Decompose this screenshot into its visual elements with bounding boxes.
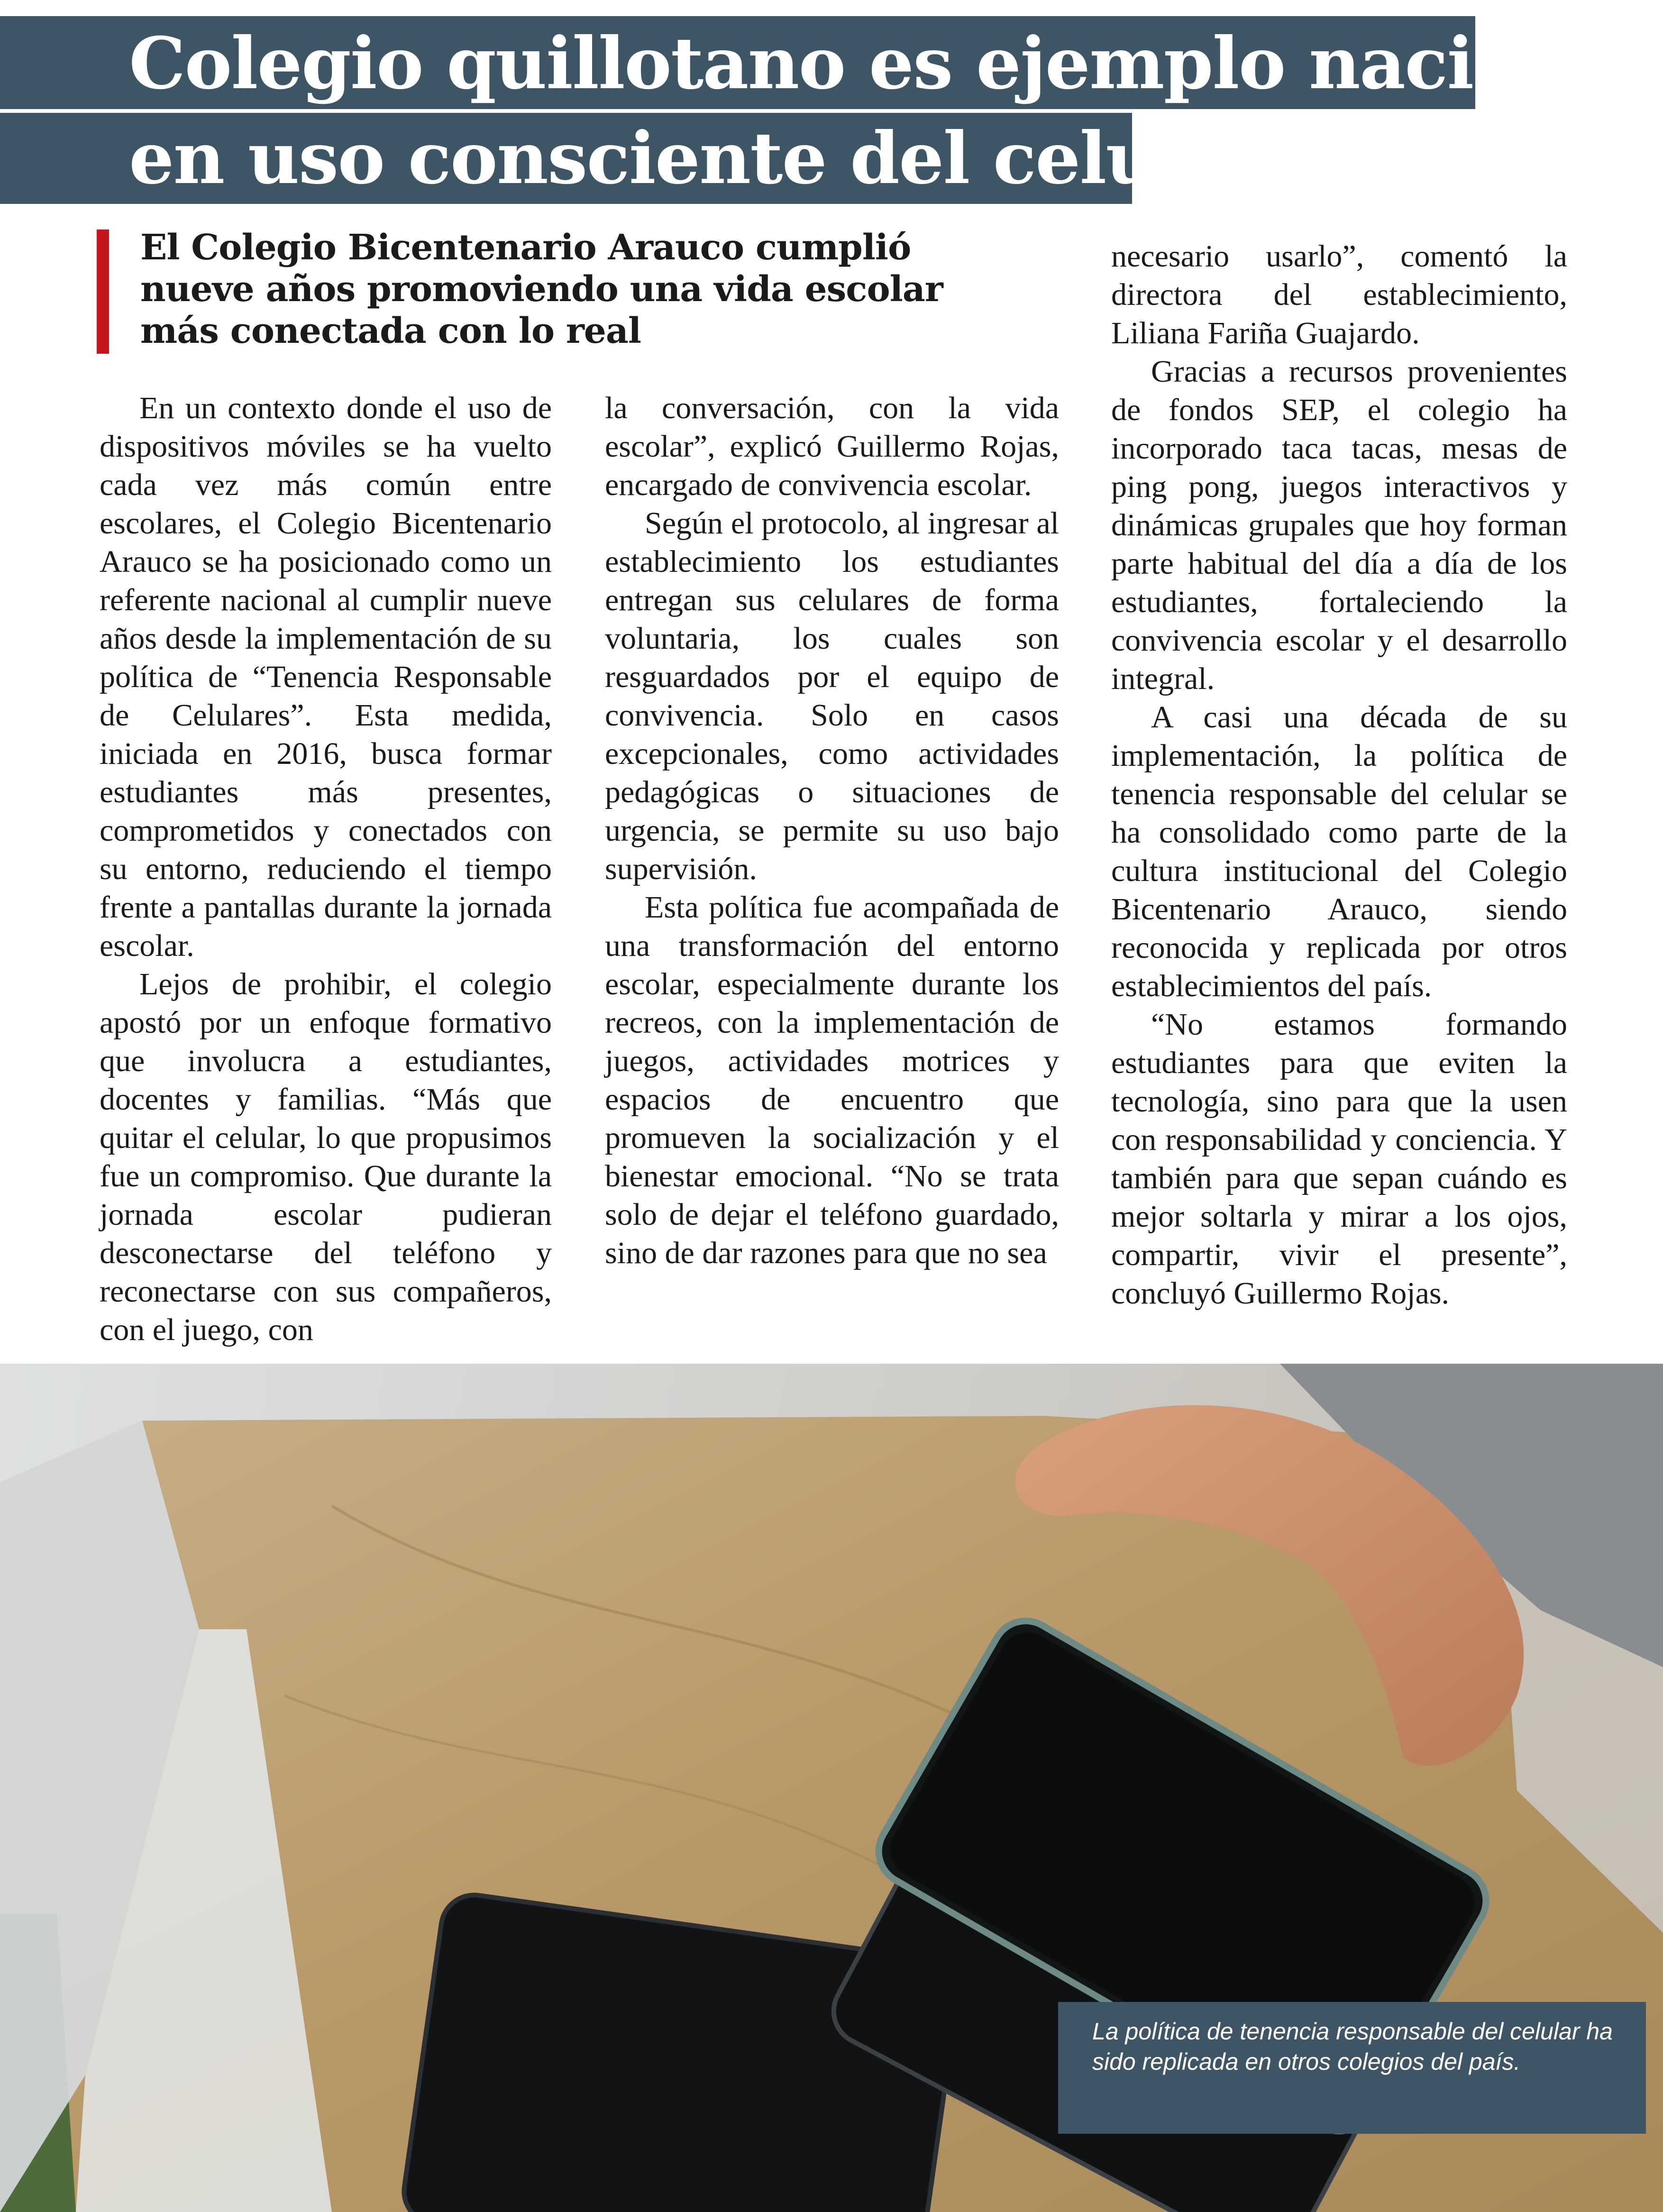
paragraph: “No estamos formando estudiantes para que eviten la tecnología, sino para que la usen con responsabilidad y conciencia. Y también para que sepan cuándo es mejor soltarla y mirar a los ojos, compartir, vivir el presente”, concluyó Guillermo Rojas.	[1111, 1007, 1567, 1311]
lead-accent-bar	[97, 229, 109, 354]
headline-line-2: en uso consciente del celular	[0, 113, 1132, 204]
paragraph: A casi una década de su implementación, la política de tenencia responsable del celular se ha consolidado como parte de la cultura institucional del Colegio Bicentenario Arauco, siendo reconocida y replicada por otros establecimientos del país.	[1111, 700, 1567, 1003]
paragraph: necesario usarlo”, comentó la directora del establecimiento, Liliana Fariña Guajardo.	[1111, 239, 1567, 350]
paragraph: Gracias a recursos provenientes de fondos SEP, el colegio ha incorporado taca tacas, mesas de ping pong, juegos interactivos y dinámicas grupales que hoy forman parte habitual del día a día de los estudiantes, fortaleciendo la convivencia escolar y el desarrollo integral.	[1111, 354, 1567, 696]
photo-caption: La política de tenencia responsable del celular ha sido replicada en otros colegios del país.	[1058, 2002, 1646, 2134]
lead-paragraph: El Colegio Bicentenario Arauco cumplió nueve años promoviendo una vida escolar más conectada con lo real	[140, 227, 943, 351]
paragraph: Esta política fue acompañada de una transformación del entorno escolar, especialmente durante los recreos, con la implementación de juegos, actividades motrices y espacios de encuentro que promueven la socialización y el bienestar emocional. “No se trata solo de dejar el teléfono guardado, sino de dar razones para que no sea	[605, 890, 1059, 1270]
article-column-1	[100, 389, 552, 1349]
paragraph: la conversación, con la vida escolar”, explicó Guillermo Rojas, encargado de convivencia escolar.	[605, 391, 1059, 502]
article-column-2	[605, 389, 1059, 1272]
paragraph: En un contexto donde el uso de dispositivos móviles se ha vuelto cada vez más común entre escolares, el Colegio Bicentenario Arauco se ha posicionado como un referente nacional al cumplir nueve años desde la implementación de su política de “Tenencia Responsable de Celulares”. Esta medida, iniciada en 2016, busca formar estudiantes más presentes, comprometidos y conectados con su entorno, reduciendo el tiempo frente a pantallas durante la jornada escolar.	[100, 391, 552, 963]
article-column-3	[1111, 237, 1567, 1313]
headline-line-1: Colegio quillotano es ejemplo nacional	[0, 16, 1475, 109]
paragraph: Lejos de prohibir, el colegio apostó por un enfoque formativo que involucra a estudiantes, docentes y familias. “Más que quitar el celular, lo que propusimos fue un compromiso. Que durante la jornada escolar pudieran desconectarse del teléfono y reconectarse con sus compañeros, con el juego, con	[100, 967, 552, 1347]
paragraph: Según el protocolo, al ingresar al establecimiento los estudiantes entregan sus celulares de forma voluntaria, los cuales son resguardados por el equipo de convivencia. Solo en casos excepcionales, como actividades pedagógicas o situaciones de urgencia, se permite su uso bajo supervisión.	[605, 506, 1059, 886]
